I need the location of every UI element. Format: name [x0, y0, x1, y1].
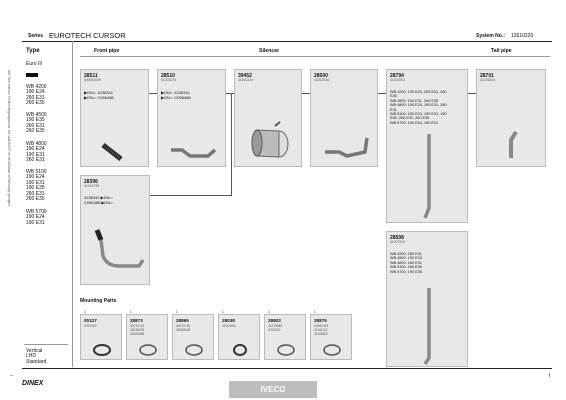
mounting-part-28865[interactable]	[172, 310, 214, 360]
series-label: Series	[28, 33, 44, 39]
connector	[468, 93, 476, 94]
mount-codes: 42070715 42060168	[176, 324, 191, 332]
euro-class: Euro III	[26, 61, 43, 67]
part-number: 28396	[84, 179, 98, 185]
part-annotation: WB 4200: 190 E24, 260 E31, 260 E35 WB 4500: 190 E31, 260 E35 WB 4800: 190 E24, 190 E31, 260 E31 WB 5100: 190 E24, 190 E31, 190 E35, 260 E31, 260 E35 WB 5700: 190 E24, 190 E31	[390, 90, 447, 125]
side-disclaimer: Alle Teile sind nur Teil des Abgassystems. Sie sind NICHT fur den Einbau in Fahrzeuge geeignet.	[7, 70, 11, 207]
left-column-divider	[72, 41, 73, 367]
qty: 1	[222, 310, 224, 314]
vertical-pipe-drawing	[417, 284, 441, 366]
footer-rule	[22, 368, 552, 369]
connector	[231, 93, 232, 195]
mount-number: 00127	[84, 318, 97, 323]
qty: 1	[314, 310, 316, 314]
page-marker-left: –	[10, 373, 13, 379]
mounting-part-28873[interactable]	[126, 310, 168, 360]
part-card-39452[interactable]	[234, 69, 302, 167]
gasket-icon	[229, 343, 251, 357]
mount-number: 28873	[130, 318, 143, 323]
tail-pipe-drawing	[499, 128, 523, 162]
part-code: 500091049	[84, 78, 101, 82]
mounting-part-00127[interactable]	[80, 310, 122, 360]
part-card-28508[interactable]	[386, 231, 468, 367]
silencer-drawing	[247, 120, 295, 162]
pipe-drawing	[99, 142, 129, 162]
part-number: 28510	[161, 73, 175, 79]
page-marker-right: I	[549, 373, 551, 379]
qty: 1	[268, 310, 270, 314]
part-code: 41201503	[390, 78, 406, 82]
mount-codes: 41203551	[222, 324, 237, 328]
connector	[302, 93, 310, 94]
mounting-part-28876[interactable]	[310, 310, 352, 360]
part-card-28396[interactable]	[80, 175, 150, 285]
mounting-title: Mounting Parts	[80, 298, 117, 304]
part-code: 41202936	[314, 78, 330, 82]
part-code: 41201503	[480, 78, 496, 82]
clamp-icon	[321, 343, 343, 357]
pipe-drawing	[89, 226, 147, 276]
left-bottom-rule	[24, 344, 68, 345]
brand-label: IVECO	[229, 381, 317, 398]
part-number: 39452	[238, 73, 252, 79]
type-group-3: WB 4800 190 E24 190 E31 260 E31	[26, 141, 47, 164]
qty: 1	[176, 310, 178, 314]
mount-number: 28803	[268, 318, 281, 323]
part-code: 41201370	[161, 78, 177, 82]
part-number: 28701	[480, 73, 494, 79]
clamp-icon	[137, 343, 159, 357]
connector	[226, 93, 234, 94]
type-group-4: WB 5100 190 E24 190 E31 190 E35 260 E31 260 E35	[26, 169, 47, 203]
connector	[150, 195, 232, 196]
mount-codes: 42081015 41161312 41158300	[314, 324, 329, 336]
connector	[378, 93, 386, 94]
part-code: 41207513	[390, 240, 406, 244]
type-group-1: WB 4200 190 E24 260 E31 260 E35	[26, 84, 47, 107]
pipe-drawing	[168, 144, 220, 162]
mount-number: 28865	[176, 318, 189, 323]
mount-codes: 4700000	[84, 324, 97, 328]
part-annotation: ▶DN=: 4236341 ▶DN=: C056488	[161, 90, 191, 100]
part-number: 28511	[84, 73, 98, 79]
part-number: 28500	[314, 73, 328, 79]
connector	[149, 93, 157, 94]
qty: 1	[130, 310, 132, 314]
part-number: 28508	[390, 235, 404, 241]
vertical-pipe-drawing	[417, 130, 441, 222]
clamp-icon	[91, 343, 113, 357]
mount-number: 28038	[222, 318, 235, 323]
column-tail-pipe: Tail pipe	[491, 48, 512, 54]
pipe-drawing	[321, 130, 373, 162]
mounting-part-28803[interactable]	[264, 310, 306, 360]
part-card-28500[interactable]	[310, 69, 378, 167]
column-front-pipe: Front pipe	[94, 48, 120, 54]
part-annotation: WB 4200: 260 E31 WB 4500: 190 E24 WB 4800: 260 E31 WB 5100: 260 E35 WB 5700: 190 E35	[390, 252, 422, 274]
clamp-icon	[275, 343, 297, 357]
part-card-28511[interactable]	[80, 69, 149, 167]
part-card-28701[interactable]	[476, 69, 546, 167]
series-name: EUROTECH CURSOR	[49, 31, 126, 40]
header-rule	[22, 41, 552, 42]
system-label: System No.:	[476, 33, 505, 39]
emission-class-icon	[26, 73, 38, 77]
column-header-rule	[80, 56, 550, 57]
clamp-icon	[183, 343, 205, 357]
mount-number: 28876	[314, 318, 327, 323]
qty: 1	[84, 310, 86, 314]
type-group-2: WB 4500 190 E35 260 E31 260 E35	[26, 112, 47, 135]
system-value: 12610220	[511, 33, 534, 39]
part-annotation: 4236342 ▶DN=: C056488 ▶DN=:	[84, 195, 114, 205]
part-code: 41161324	[238, 78, 253, 82]
column-silencer: Silencer	[259, 48, 280, 54]
mounting-variant: Vertical LHD Standard	[26, 348, 47, 365]
mounting-part-28038[interactable]	[218, 310, 260, 360]
part-annotation: ▶DN=: 4236341 ▶DN=: C056488	[84, 90, 114, 100]
part-card-28794[interactable]	[386, 69, 468, 223]
mount-codes: 41275883 4700000	[268, 324, 283, 332]
part-code: 41214799	[84, 184, 100, 188]
dinex-logo: DINEX	[22, 380, 44, 387]
part-number: 28794	[390, 73, 404, 79]
type-group-5: WB 5700 190 E24 190 E31	[26, 209, 47, 226]
part-card-28510[interactable]	[157, 69, 226, 167]
mount-codes: 42070715 42036025 42061658	[130, 324, 145, 336]
type-title: Type	[26, 48, 40, 54]
